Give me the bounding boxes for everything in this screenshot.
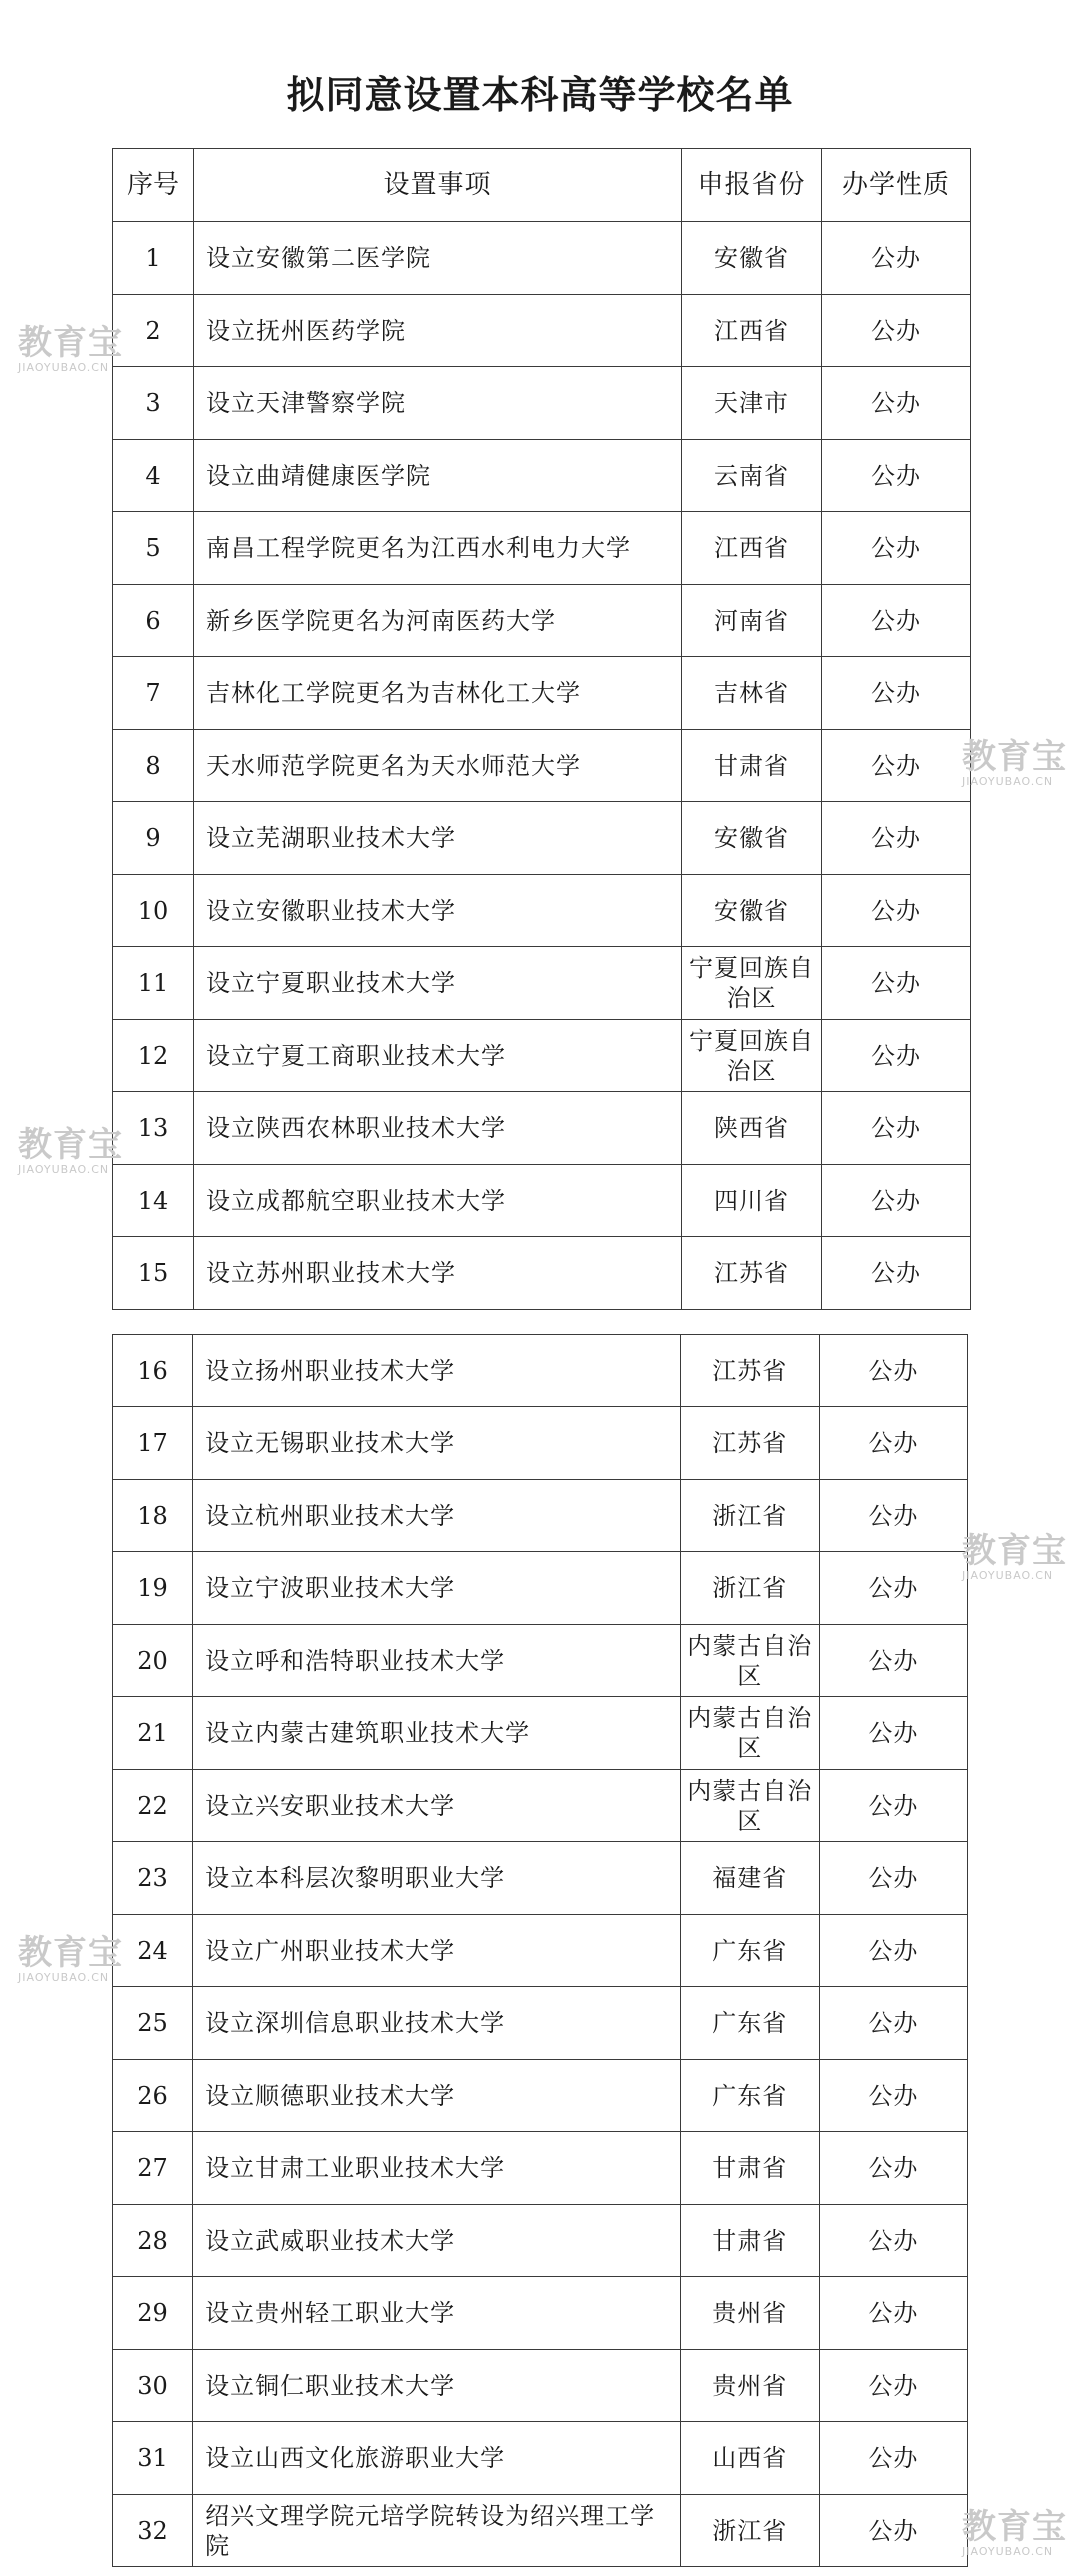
- cell-type: 公办: [819, 2060, 967, 2132]
- cell-no: 10: [113, 875, 194, 947]
- cell-item: 设立抚州医药学院: [194, 295, 682, 367]
- cell-no: 21: [113, 1697, 193, 1770]
- cell-no: 23: [113, 1842, 193, 1915]
- cell-no: 12: [113, 1020, 194, 1092]
- cell-item: 设立宁夏职业技术大学: [194, 947, 682, 1020]
- cell-province: 四川省: [682, 1165, 822, 1237]
- cell-no: 24: [113, 1915, 193, 1987]
- table-row: [113, 2495, 968, 2567]
- table-row: [113, 657, 971, 730]
- cell-item: 设立顺德职业技术大学: [193, 2060, 681, 2132]
- cell-item: 设立扬州职业技术大学: [193, 1335, 681, 1407]
- cell-type: 公办: [822, 367, 971, 440]
- cell-type: 公办: [822, 440, 971, 512]
- table-row: [113, 367, 971, 440]
- school-list-table-part-1: [112, 148, 971, 1310]
- cell-province: 吉林省: [682, 657, 822, 730]
- table-row: [113, 440, 971, 512]
- cell-type: 公办: [819, 1842, 967, 1915]
- cell-type: 公办: [822, 875, 971, 947]
- cell-no: 28: [113, 2205, 193, 2277]
- table-row: [113, 2350, 968, 2422]
- cell-type: 公办: [819, 1915, 967, 1987]
- table-row: [113, 2277, 968, 2350]
- table-row: [113, 875, 971, 947]
- table-row: [113, 585, 971, 657]
- cell-province: 天津市: [682, 367, 822, 440]
- cell-no: 15: [113, 1237, 194, 1310]
- document-title: 拟同意设置本科高等学校名单: [286, 72, 794, 117]
- cell-province: 江西省: [682, 295, 822, 367]
- cell-province: 山西省: [680, 2422, 819, 2495]
- cell-province: 宁夏回族自治区: [682, 1020, 822, 1092]
- cell-no: 32: [113, 2495, 193, 2567]
- cell-item: 吉林化工学院更名为吉林化工大学: [194, 657, 682, 730]
- cell-no: 25: [113, 1987, 193, 2060]
- cell-province: 贵州省: [680, 2277, 819, 2350]
- cell-item: 设立宁波职业技术大学: [193, 1552, 681, 1625]
- cell-province: 内蒙古自治区: [680, 1625, 819, 1697]
- cell-no: 19: [113, 1552, 193, 1625]
- cell-item: 设立贵州轻工职业大学: [193, 2277, 681, 2350]
- cell-province: 安徽省: [682, 875, 822, 947]
- cell-item: 天水师范学院更名为天水师范大学: [194, 730, 682, 802]
- table-row: [113, 1237, 971, 1310]
- cell-type: 公办: [822, 222, 971, 295]
- cell-item: 设立曲靖健康医学院: [194, 440, 682, 512]
- cell-province: 甘肃省: [682, 730, 822, 802]
- table-row: [113, 1770, 968, 1842]
- cell-province: 广东省: [680, 1987, 819, 2060]
- cell-no: 5: [113, 512, 194, 585]
- cell-no: 7: [113, 657, 194, 730]
- cell-type: 公办: [822, 1165, 971, 1237]
- cell-province: 广东省: [680, 1915, 819, 1987]
- cell-province: 云南省: [682, 440, 822, 512]
- cell-item: 设立甘肃工业职业技术大学: [193, 2132, 681, 2205]
- cell-no: 8: [113, 730, 194, 802]
- table-row: [113, 2132, 968, 2205]
- cell-province: 江苏省: [682, 1237, 822, 1310]
- cell-type: 公办: [819, 1625, 967, 1697]
- school-list-table-part-2: [112, 1334, 968, 2567]
- cell-no: 16: [113, 1335, 193, 1407]
- cell-no: 31: [113, 2422, 193, 2495]
- header-type: 办学性质: [822, 149, 971, 222]
- cell-item: 设立天津警察学院: [194, 367, 682, 440]
- table-header-row: [113, 149, 971, 222]
- cell-type: 公办: [822, 947, 971, 1020]
- cell-province: 内蒙古自治区: [680, 1770, 819, 1842]
- table-row: [113, 1697, 968, 1770]
- table-row: [113, 222, 971, 295]
- cell-province: 浙江省: [680, 2495, 819, 2567]
- header-no: 序号: [113, 149, 194, 222]
- cell-item: 绍兴文理学院元培学院转设为绍兴理工学院: [193, 2495, 681, 2567]
- cell-province: 江苏省: [680, 1335, 819, 1407]
- cell-no: 3: [113, 367, 194, 440]
- cell-no: 1: [113, 222, 194, 295]
- cell-type: 公办: [822, 585, 971, 657]
- cell-type: 公办: [819, 2132, 967, 2205]
- cell-province: 江苏省: [680, 1407, 819, 1480]
- table-row: [113, 1987, 968, 2060]
- cell-province: 贵州省: [680, 2350, 819, 2422]
- cell-type: 公办: [819, 2422, 967, 2495]
- cell-type: 公办: [819, 1770, 967, 1842]
- cell-item: 设立宁夏工商职业技术大学: [194, 1020, 682, 1092]
- cell-type: 公办: [822, 802, 971, 875]
- cell-no: 13: [113, 1092, 194, 1165]
- cell-no: 4: [113, 440, 194, 512]
- cell-type: 公办: [819, 2350, 967, 2422]
- cell-item: 设立杭州职业技术大学: [193, 1480, 681, 1552]
- cell-type: 公办: [819, 2205, 967, 2277]
- header-province: 申报省份: [682, 149, 822, 222]
- watermark-logo: 教育宝 JIAOYUBAO.CN: [962, 2507, 1067, 2558]
- cell-no: 27: [113, 2132, 193, 2205]
- table-row: [113, 512, 971, 585]
- cell-type: 公办: [822, 1237, 971, 1310]
- cell-province: 安徽省: [682, 222, 822, 295]
- cell-type: 公办: [822, 512, 971, 585]
- cell-no: 11: [113, 947, 194, 1020]
- cell-province: 内蒙古自治区: [680, 1697, 819, 1770]
- cell-province: 福建省: [680, 1842, 819, 1915]
- cell-type: 公办: [819, 2495, 967, 2567]
- cell-item: 设立安徽第二医学院: [194, 222, 682, 295]
- cell-no: 30: [113, 2350, 193, 2422]
- cell-province: 甘肃省: [680, 2205, 819, 2277]
- cell-province: 江西省: [682, 512, 822, 585]
- watermark-logo: 教育宝 JIAOYUBAO.CN: [962, 737, 1067, 788]
- table-row: [113, 1842, 968, 1915]
- cell-item: 设立苏州职业技术大学: [194, 1237, 682, 1310]
- cell-province: 浙江省: [680, 1480, 819, 1552]
- cell-item: 设立芜湖职业技术大学: [194, 802, 682, 875]
- table-row: [113, 1480, 968, 1552]
- cell-no: 17: [113, 1407, 193, 1480]
- cell-no: 22: [113, 1770, 193, 1842]
- cell-no: 6: [113, 585, 194, 657]
- cell-no: 2: [113, 295, 194, 367]
- cell-item: 设立呼和浩特职业技术大学: [193, 1625, 681, 1697]
- cell-no: 9: [113, 802, 194, 875]
- table-row: [113, 802, 971, 875]
- table-row: [113, 1020, 971, 1092]
- cell-province: 浙江省: [680, 1552, 819, 1625]
- watermark-logo: 教育宝 JIAOYUBAO.CN: [18, 323, 123, 374]
- cell-no: 20: [113, 1625, 193, 1697]
- cell-item: 设立本科层次黎明职业大学: [193, 1842, 681, 1915]
- cell-item: 设立广州职业技术大学: [193, 1915, 681, 1987]
- table-row: [113, 2060, 968, 2132]
- watermark-logo: 教育宝 JIAOYUBAO.CN: [18, 1933, 123, 1984]
- cell-type: 公办: [819, 2277, 967, 2350]
- cell-item: 新乡医学院更名为河南医药大学: [194, 585, 682, 657]
- cell-no: 29: [113, 2277, 193, 2350]
- cell-no: 26: [113, 2060, 193, 2132]
- cell-type: 公办: [822, 1092, 971, 1165]
- cell-type: 公办: [822, 657, 971, 730]
- header-item: 设置事项: [194, 149, 682, 222]
- cell-item: 设立兴安职业技术大学: [193, 1770, 681, 1842]
- table-row: [113, 1407, 968, 1480]
- cell-item: 设立安徽职业技术大学: [194, 875, 682, 947]
- cell-province: 宁夏回族自治区: [682, 947, 822, 1020]
- table-row: [113, 1625, 968, 1697]
- cell-type: 公办: [819, 1480, 967, 1552]
- cell-item: 设立内蒙古建筑职业技术大学: [193, 1697, 681, 1770]
- cell-item: 设立深圳信息职业技术大学: [193, 1987, 681, 2060]
- table-row: [113, 947, 971, 1020]
- cell-item: 设立铜仁职业技术大学: [193, 2350, 681, 2422]
- cell-province: 安徽省: [682, 802, 822, 875]
- cell-type: 公办: [819, 1552, 967, 1625]
- cell-type: 公办: [819, 1407, 967, 1480]
- table-row: [113, 2205, 968, 2277]
- cell-province: 甘肃省: [680, 2132, 819, 2205]
- watermark-logo: 教育宝 JIAOYUBAO.CN: [18, 1125, 123, 1176]
- cell-item: 南昌工程学院更名为江西水利电力大学: [194, 512, 682, 585]
- cell-type: 公办: [822, 730, 971, 802]
- table-row: [113, 1915, 968, 1987]
- cell-item: 设立陕西农林职业技术大学: [194, 1092, 682, 1165]
- cell-type: 公办: [822, 1020, 971, 1092]
- watermark-logo: 教育宝 JIAOYUBAO.CN: [962, 1531, 1067, 1582]
- cell-type: 公办: [822, 295, 971, 367]
- table-row: [113, 1335, 968, 1407]
- cell-province: 广东省: [680, 2060, 819, 2132]
- cell-type: 公办: [819, 1697, 967, 1770]
- table-row: [113, 1092, 971, 1165]
- cell-type: 公办: [819, 1987, 967, 2060]
- cell-province: 河南省: [682, 585, 822, 657]
- cell-no: 18: [113, 1480, 193, 1552]
- cell-province: 陕西省: [682, 1092, 822, 1165]
- table-row: [113, 2422, 968, 2495]
- cell-item: 设立山西文化旅游职业大学: [193, 2422, 681, 2495]
- cell-no: 14: [113, 1165, 194, 1237]
- table-row: [113, 730, 971, 802]
- table-row: [113, 1165, 971, 1237]
- table-row: [113, 1552, 968, 1625]
- cell-item: 设立成都航空职业技术大学: [194, 1165, 682, 1237]
- table-row: [113, 295, 971, 367]
- cell-item: 设立无锡职业技术大学: [193, 1407, 681, 1480]
- cell-item: 设立武威职业技术大学: [193, 2205, 681, 2277]
- cell-type: 公办: [819, 1335, 967, 1407]
